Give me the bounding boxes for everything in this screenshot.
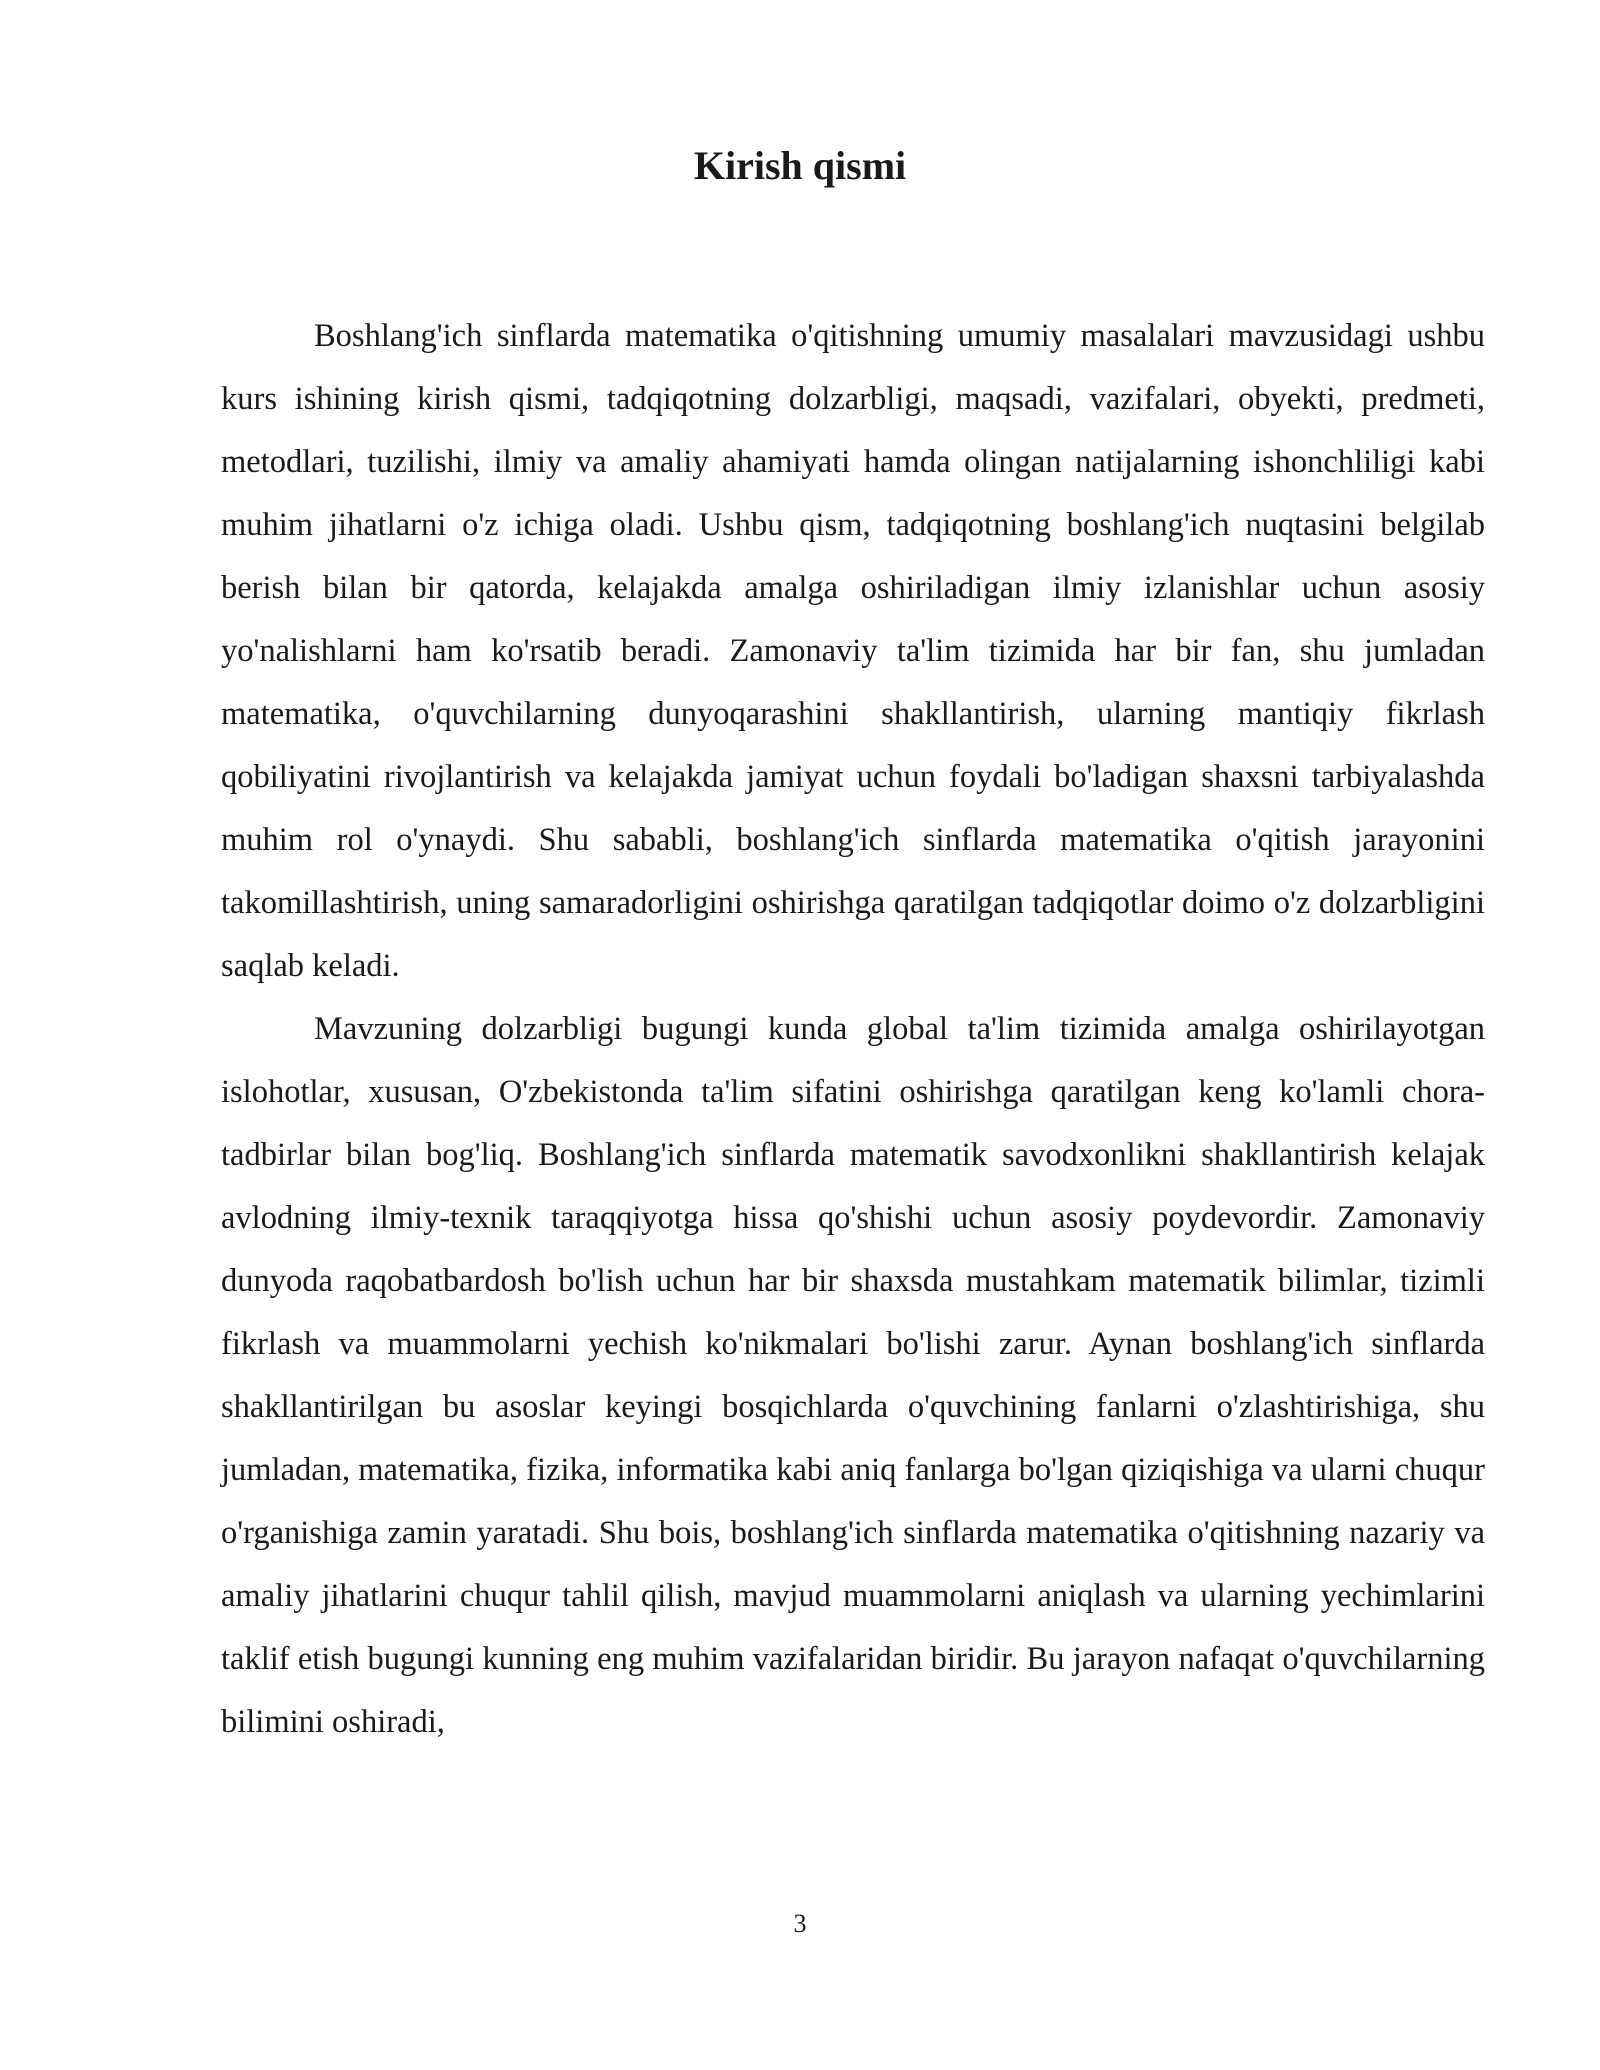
page-number: 3 [793, 1909, 807, 1938]
body-text [221, 305, 1485, 1754]
page-title: Kirish qismi [693, 143, 907, 188]
paragraph-intro: Boshlang'ich sinflarda matematika o'qitishning umumiy masalalari mavzusidagi ushbu kurs ishining kirish qismi, tadqiqotning dolzarbligi, maqsadi, vazifalari, obyekti, predmeti, metodlari, tuzilishi, ilmiy va amaliy ahamiyati hamda olingan natijalarning ishonchliligi kabi muhim jihatlarni o'z ichiga oladi. Ushbu qism, tadqiqotning boshlang'ich nuqtasini belgilab berish bilan bir qatorda, kelajakda amalga oshiriladigan ilmiy izlanishlar uchun asosiy yo'nalishlarni ham ko'rsatib beradi. Zamonaviy ta'lim tizimida har bir fan, shu jumladan matematika, o'quvchilarning dunyoqarashini shakllantirish, ularning mantiqiy fikrlash qobiliyatini rivojlantirish va kelajakda jamiyat uchun foydali bo'ladigan shaxsni tarbiyalashda muhim rol o'ynaydi. Shu sababli, boshlang'ich sinflarda matematika o'qitish jarayonini takomillashtirish, uning samaradorligini oshirishga qaratilgan tadqiqotlar doimo o'z dolzarbligini saqlab keladi. [221, 318, 1485, 984]
paragraph-relevance: Mavzuning dolzarbligi bugungi kunda global ta'lim tizimida amalga oshirilayotgan islohotlar, xususan, O'zbekistonda ta'lim sifatini oshirishga qaratilgan keng ko'lamli chora-tadbirlar bilan bog'liq. Boshlang'ich sinflarda matematik savodxonlikni shakllantirish kelajak avlodning ilmiy-texnik taraqqiyotga hissa qo'shishi uchun asosiy poydevordir. Zamonaviy dunyoda raqobatbardosh bo'lish uchun har bir shaxsda mustahkam matematik bilimlar, tizimli fikrlash va muammolarni yechish ko'nikmalari bo'lishi zarur. Aynan boshlang'ich sinflarda shakllantirilgan bu asoslar keyingi bosqichlarda o'quvchining fanlarni o'zlashtirishiga, shu jumladan, matematika, fizika, informatika kabi aniq fanlarga bo'lgan qiziqishiga va ularni chuqur o'rganishiga zamin yaratadi. Shu bois, boshlang'ich sinflarda matematika o'qitishning nazariy va amaliy jihatlarini chuqur tahlil qilish, mavjud muammolarni aniqlash va ularning yechimlarini taklif etish bugungi kunning eng muhim vazifalaridan biridir. Bu jarayon nafaqat o'quvchilarning bilimini oshiradi, [221, 1011, 1485, 1740]
